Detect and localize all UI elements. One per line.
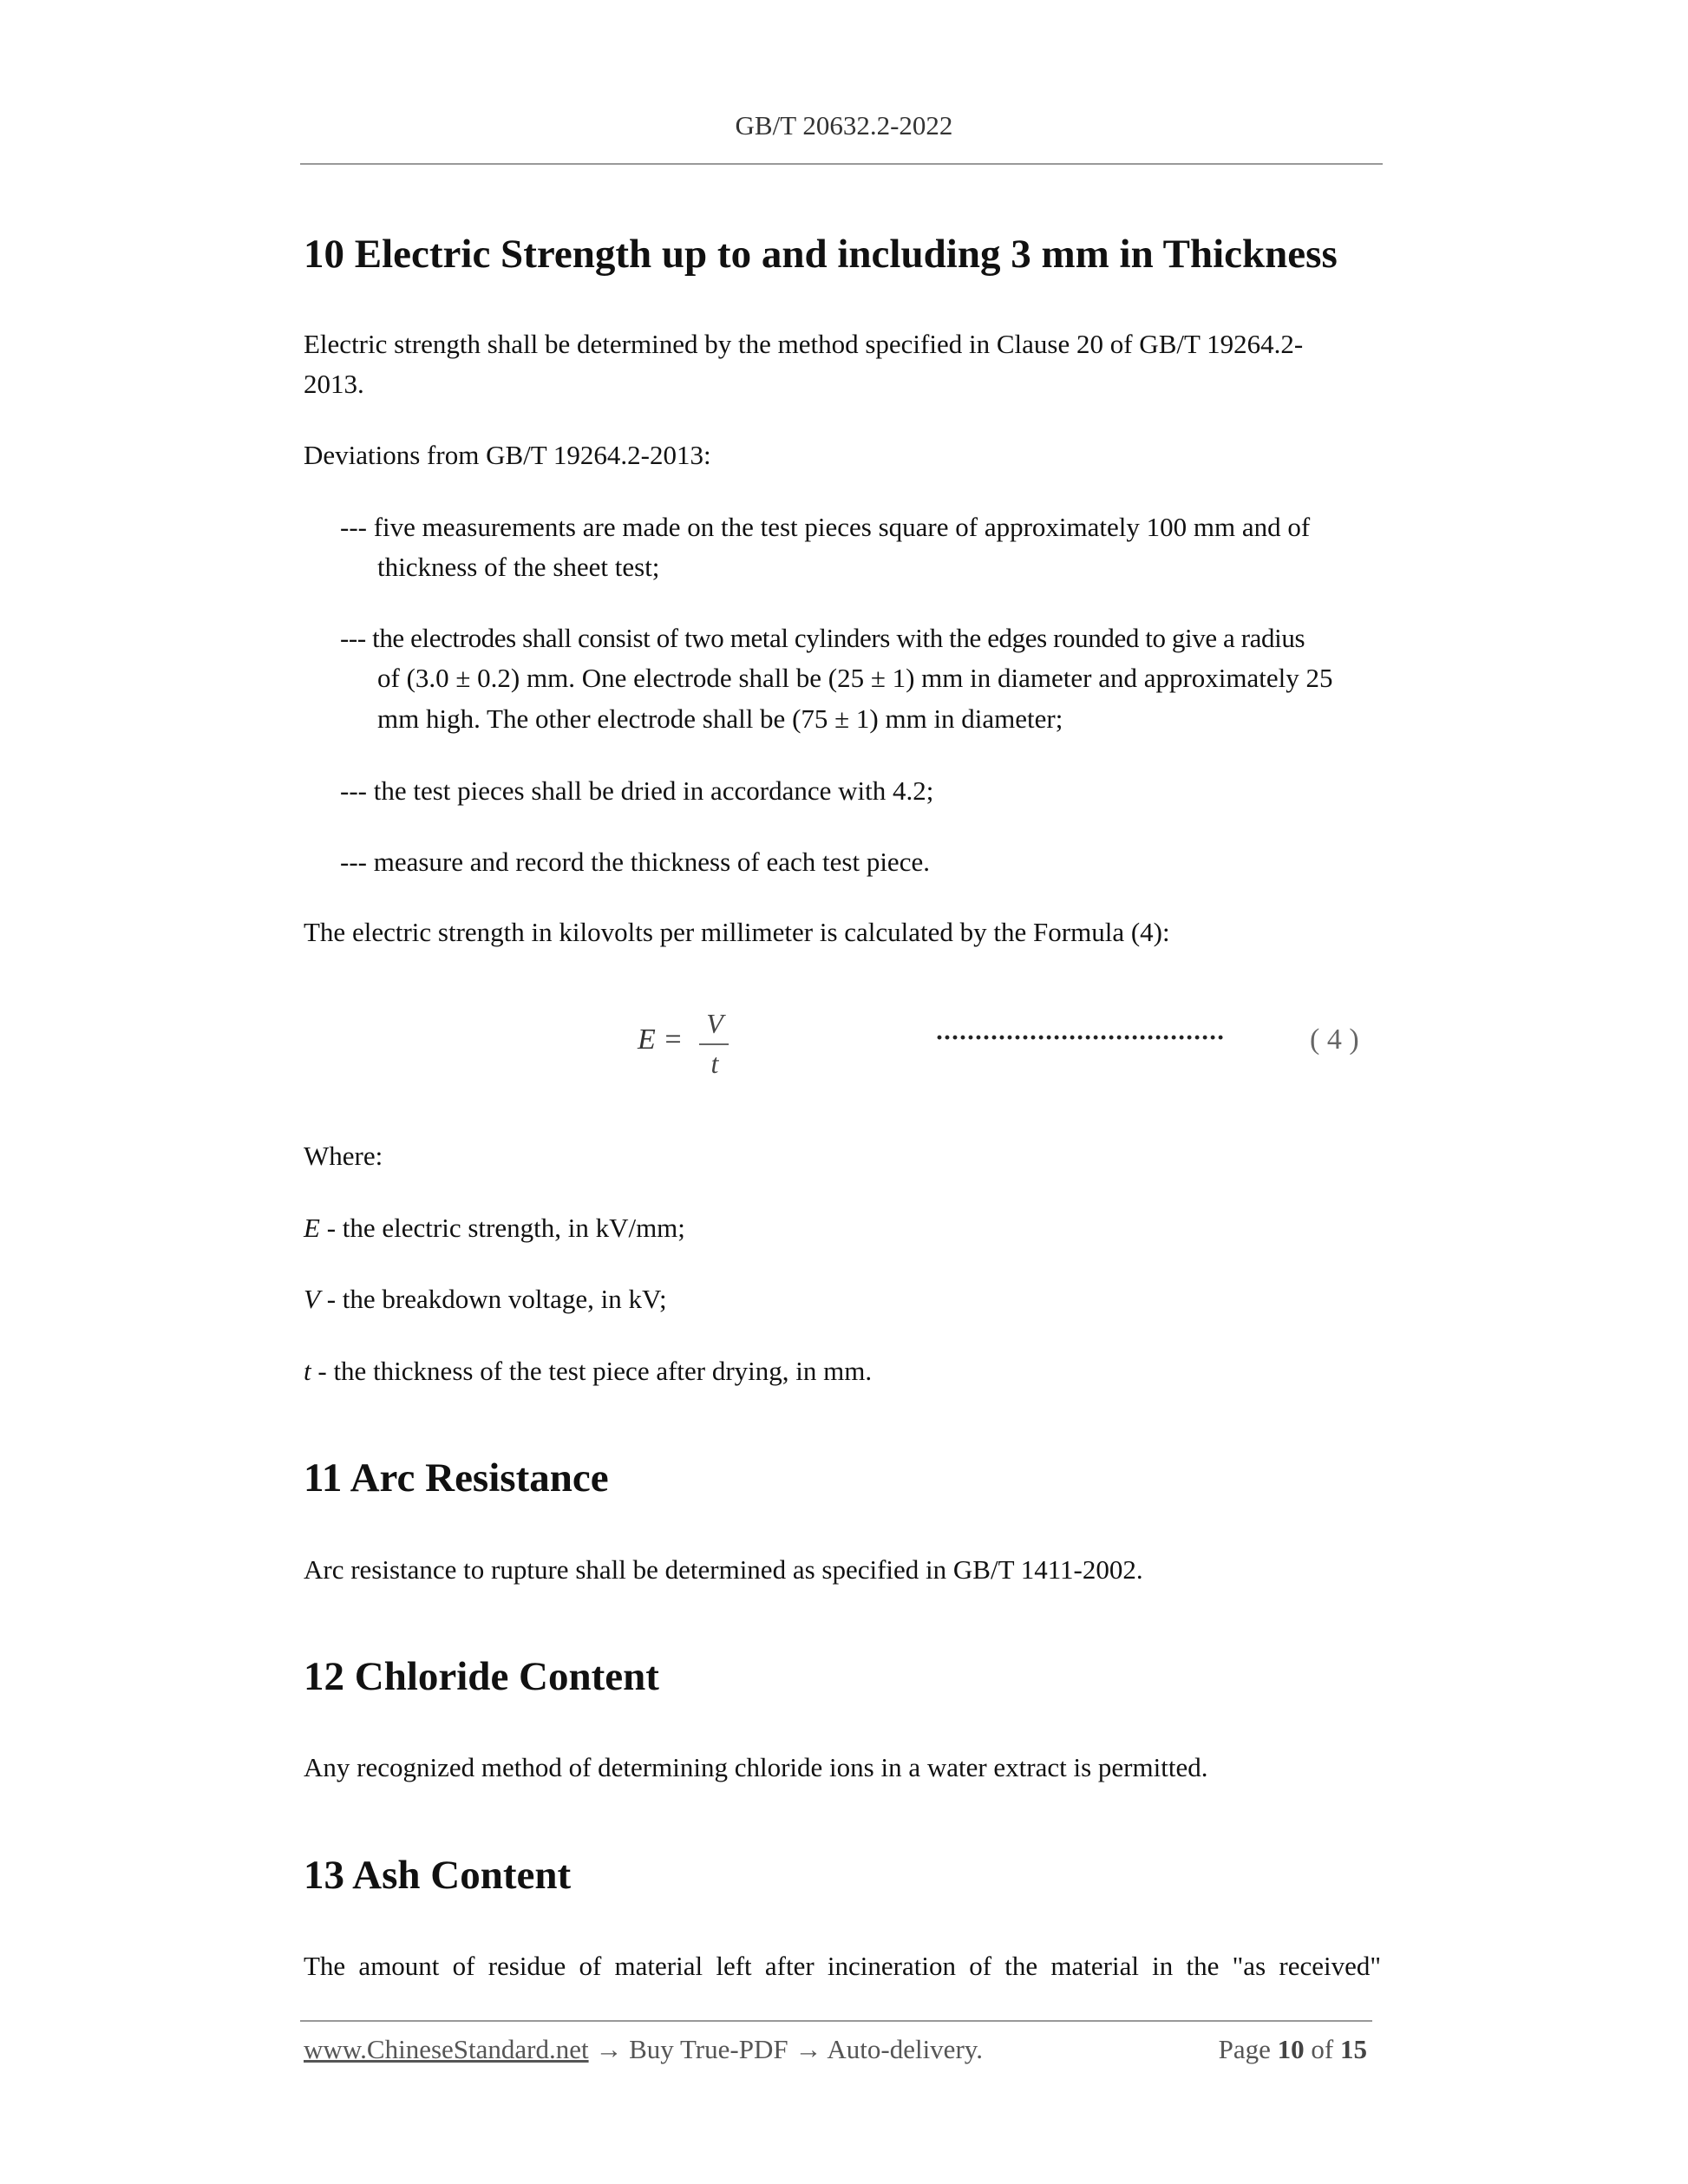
list-item: mm high. The other electrode shall be (75 ± 1) mm in diameter;: [377, 703, 1063, 734]
formula-lhs: E =: [638, 1023, 684, 1056]
page-total: 15: [1340, 2034, 1367, 2064]
section-13-heading: 13 Ash Content: [304, 1853, 572, 1898]
fraction-bar: [699, 1043, 729, 1045]
formula-denominator: t: [710, 1048, 719, 1079]
symbol: t: [304, 1356, 311, 1386]
paragraph: The electric strength in kilovolts per millimeter is calculated by the Formula (4):: [304, 917, 1170, 947]
website-link[interactable]: www.ChineseStandard.net: [304, 2034, 589, 2064]
list-item: of (3.0 ± 0.2) mm. One electrode shall be (25 ± 1) mm in diameter and approximately 25: [377, 663, 1333, 693]
list-item: thickness of the sheet test;: [377, 552, 660, 582]
definition: [304, 1279, 667, 1319]
of-label: of: [1304, 2034, 1340, 2064]
definition: [304, 1351, 872, 1391]
definition: [304, 1208, 685, 1248]
section-11-heading: 11 Arc Resistance: [304, 1455, 609, 1501]
page-indicator: [1219, 2034, 1367, 2065]
definition-text: - the thickness of the test piece after drying, in mm.: [311, 1356, 873, 1386]
footer-rule: [300, 2020, 1372, 2022]
list-item: --- measure and record the thickness of each test piece.: [340, 847, 930, 877]
section-10-heading: 10 Electric Strength up to and including 3 mm in Thickness: [304, 232, 1338, 277]
formula-number: ( 4 ): [1310, 1023, 1359, 1056]
list-item: --- the electrodes shall consist of two metal cylinders with the edges rounded to give a radius: [340, 623, 1305, 653]
footer-tail: → Buy True-PDF → Auto-delivery.: [588, 2034, 983, 2064]
paragraph: Deviations from GB/T 19264.2-2013:: [304, 440, 711, 470]
page-label: Page: [1218, 2034, 1278, 2064]
symbol: V: [304, 1284, 320, 1314]
paragraph: Electric strength shall be determined by the method specified in Clause 20 of GB/T 19264.2-: [304, 329, 1304, 359]
where-label: Where:: [304, 1141, 383, 1171]
paragraph: Any recognized method of determining chloride ions in a water extract is permitted.: [304, 1752, 1208, 1782]
section-12-heading: 12 Chloride Content: [304, 1654, 659, 1699]
symbol: E: [304, 1213, 320, 1243]
paragraph: 2013.: [304, 369, 364, 399]
running-header: GB/T 20632.2-2022: [735, 110, 953, 141]
footer-promo: [304, 2034, 983, 2065]
list-item: --- the test pieces shall be dried in accordance with 4.2;: [340, 775, 934, 806]
definition-text: - the breakdown voltage, in kV;: [319, 1284, 667, 1314]
header-rule: [300, 163, 1383, 165]
formula-numerator: V: [706, 1008, 723, 1039]
paragraph: Arc resistance to rupture shall be determined as specified in GB/T 1411-2002.: [304, 1554, 1143, 1585]
formula-leader-dots: ·····································: [935, 1023, 1225, 1052]
definition-text: - the electric strength, in kV/mm;: [319, 1213, 685, 1243]
page-number: 10: [1277, 2034, 1305, 2064]
list-item: --- five measurements are made on the test pieces square of approximately 100 mm and of: [340, 512, 1311, 542]
paragraph: The amount of residue of material left after incineration of the material in the "as received": [304, 1951, 1381, 1981]
